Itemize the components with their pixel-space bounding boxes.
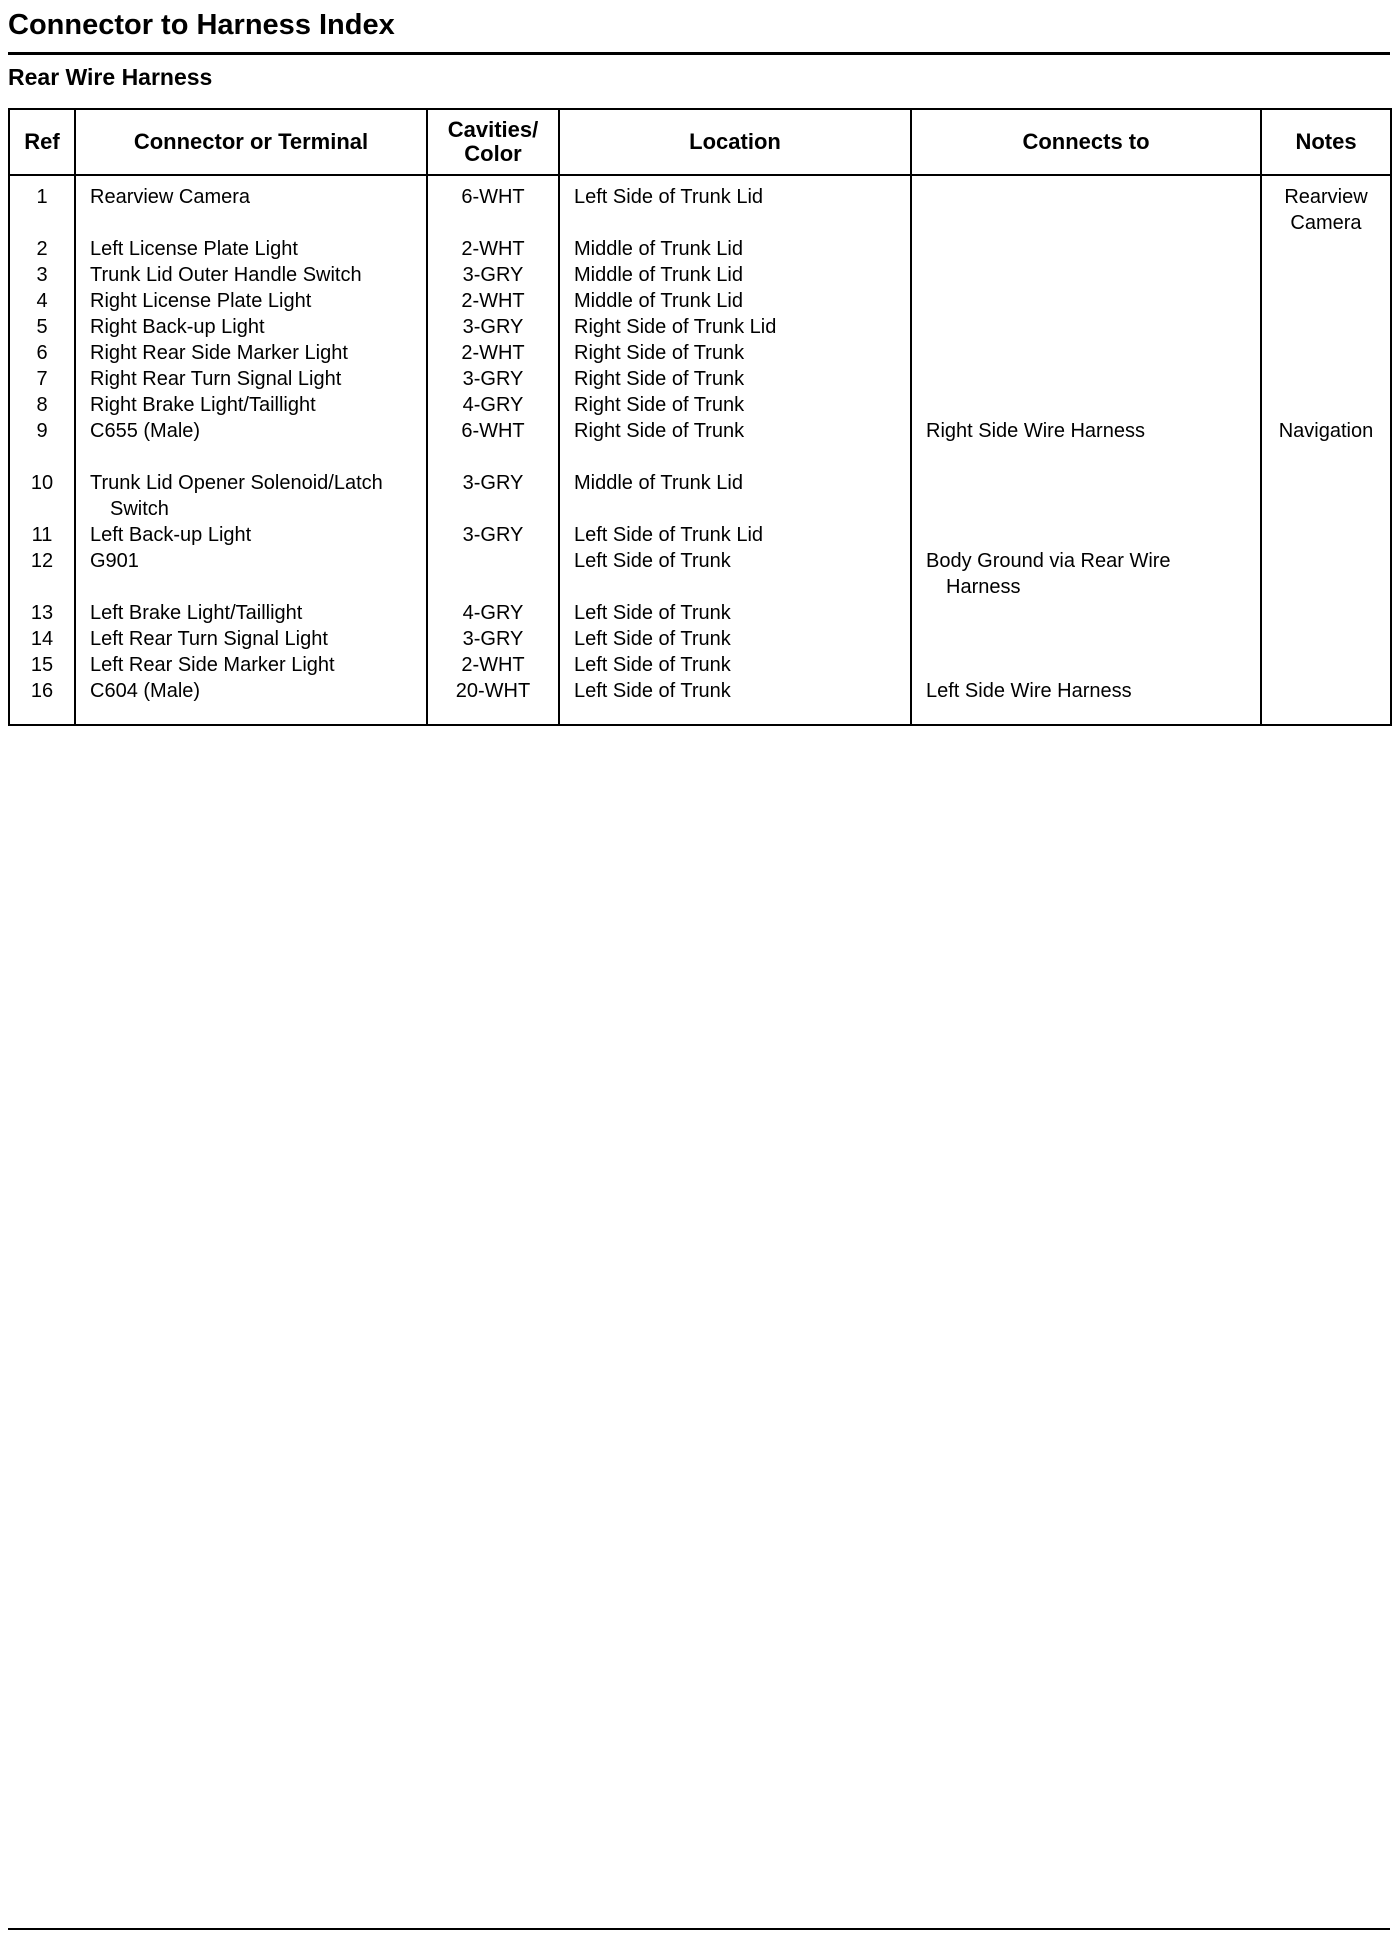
cell-notes — [1261, 314, 1391, 340]
cell-location: Middle of Trunk Lid — [559, 262, 911, 288]
cell-notes — [1261, 262, 1391, 288]
table-row — [9, 288, 1391, 314]
cell-connects-to — [911, 470, 1261, 522]
cell-cavities: 6-WHT — [427, 175, 559, 236]
cell-location: Middle of Trunk Lid — [559, 288, 911, 314]
cell-notes — [1261, 652, 1391, 678]
cell-connector: G901 — [75, 548, 427, 600]
cell-connects-to — [911, 288, 1261, 314]
cell-connector: Rearview Camera — [75, 175, 427, 236]
table-row — [9, 314, 1391, 340]
cell-connector: Left License Plate Light — [75, 236, 427, 262]
cell-connector: Right Rear Side Marker Light — [75, 340, 427, 366]
header-cavities: Cavities/ Color — [427, 109, 559, 175]
cell-connects-to — [911, 522, 1261, 548]
cell-ref: 9 — [9, 418, 75, 470]
table-row — [9, 262, 1391, 288]
cell-connector-text: Trunk Lid Opener Solenoid/Latch Switch — [90, 472, 383, 520]
table-row — [9, 678, 1391, 725]
cell-connects-to: Left Side Wire Harness — [911, 678, 1261, 725]
cell-notes — [1261, 288, 1391, 314]
cell-connector: Right Brake Light/Taillight — [75, 392, 427, 418]
cell-connects-to — [911, 600, 1261, 626]
cell-notes — [1261, 366, 1391, 392]
table-header-row — [9, 109, 1391, 175]
cell-notes — [1261, 678, 1391, 725]
cell-notes: Rearview Camera — [1261, 175, 1391, 236]
cell-notes — [1261, 340, 1391, 366]
cell-location: Right Side of Trunk — [559, 418, 911, 470]
table-row — [9, 626, 1391, 652]
cell-connector: Left Brake Light/Taillight — [75, 600, 427, 626]
cell-connects-to — [911, 175, 1261, 236]
cell-ref: 12 — [9, 548, 75, 600]
cell-cavities: 4-GRY — [427, 392, 559, 418]
cell-ref: 14 — [9, 626, 75, 652]
cell-cavities — [427, 548, 559, 600]
cell-cavities: 6-WHT — [427, 418, 559, 470]
cell-location: Right Side of Trunk — [559, 366, 911, 392]
cell-connector: Right Back-up Light — [75, 314, 427, 340]
cell-location: Left Side of Trunk — [559, 678, 911, 725]
cell-ref: 11 — [9, 522, 75, 548]
cell-connects-to — [911, 340, 1261, 366]
cell-ref: 7 — [9, 366, 75, 392]
cell-connects-to — [911, 548, 1261, 600]
cell-ref: 5 — [9, 314, 75, 340]
header-connector: Connector or Terminal — [75, 109, 427, 175]
table-row — [9, 392, 1391, 418]
cell-connects-to-text: Body Ground via Rear Wire Harness — [926, 550, 1171, 598]
cell-ref: 6 — [9, 340, 75, 366]
cell-cavities: 2-WHT — [427, 288, 559, 314]
table-row — [9, 522, 1391, 548]
cell-cavities: 2-WHT — [427, 236, 559, 262]
footer-divider — [8, 1928, 1390, 1930]
page-title: Connector to Harness Index — [8, 9, 395, 41]
cell-ref: 2 — [9, 236, 75, 262]
cell-cavities: 3-GRY — [427, 470, 559, 522]
table-row — [9, 236, 1391, 262]
cell-connector: C604 (Male) — [75, 678, 427, 725]
cell-notes: Navigation — [1261, 418, 1391, 470]
cell-cavities: 3-GRY — [427, 366, 559, 392]
cell-connects-to — [911, 314, 1261, 340]
cell-location: Middle of Trunk Lid — [559, 236, 911, 262]
cell-connector: C655 (Male) — [75, 418, 427, 470]
cell-connects-to — [911, 366, 1261, 392]
cell-ref: 4 — [9, 288, 75, 314]
title-divider — [8, 52, 1390, 55]
cell-connects-to — [911, 236, 1261, 262]
cell-cavities: 3-GRY — [427, 314, 559, 340]
cell-cavities: 3-GRY — [427, 262, 559, 288]
table-row — [9, 340, 1391, 366]
table-row — [9, 175, 1391, 236]
cell-location: Left Side of Trunk Lid — [559, 522, 911, 548]
cell-location: Right Side of Trunk — [559, 392, 911, 418]
table-row — [9, 600, 1391, 626]
cell-notes — [1261, 522, 1391, 548]
cell-location: Left Side of Trunk — [559, 626, 911, 652]
section-title: Rear Wire Harness — [8, 64, 213, 90]
cell-ref: 10 — [9, 470, 75, 522]
cell-cavities: 20-WHT — [427, 678, 559, 725]
table-row — [9, 366, 1391, 392]
cell-location: Left Side of Trunk Lid — [559, 175, 911, 236]
header-ref: Ref — [9, 109, 75, 175]
cell-cavities: 2-WHT — [427, 340, 559, 366]
cell-connects-to — [911, 392, 1261, 418]
cell-notes — [1261, 392, 1391, 418]
cell-ref: 16 — [9, 678, 75, 725]
cell-connector — [75, 470, 427, 522]
cell-location: Left Side of Trunk — [559, 600, 911, 626]
cell-connects-to: Right Side Wire Harness — [911, 418, 1261, 470]
cell-ref: 8 — [9, 392, 75, 418]
table-row — [9, 470, 1391, 522]
cell-notes — [1261, 236, 1391, 262]
header-location: Location — [559, 109, 911, 175]
cell-cavities: 3-GRY — [427, 522, 559, 548]
table-row — [9, 548, 1391, 600]
cell-notes — [1261, 626, 1391, 652]
cell-ref: 3 — [9, 262, 75, 288]
cell-location: Right Side of Trunk — [559, 340, 911, 366]
cell-cavities: 3-GRY — [427, 626, 559, 652]
cell-connector: Right License Plate Light — [75, 288, 427, 314]
cell-notes — [1261, 470, 1391, 522]
cell-ref: 1 — [9, 175, 75, 236]
cell-connector: Left Rear Turn Signal Light — [75, 626, 427, 652]
cell-notes — [1261, 600, 1391, 626]
cell-notes — [1261, 548, 1391, 600]
header-notes: Notes — [1261, 109, 1391, 175]
table-row — [9, 652, 1391, 678]
table-row — [9, 418, 1391, 470]
cell-ref: 13 — [9, 600, 75, 626]
header-connects-to: Connects to — [911, 109, 1261, 175]
connector-index-table — [8, 108, 1392, 726]
cell-connects-to — [911, 262, 1261, 288]
cell-connects-to — [911, 652, 1261, 678]
cell-connector: Left Back-up Light — [75, 522, 427, 548]
cell-cavities: 4-GRY — [427, 600, 559, 626]
cell-location: Left Side of Trunk — [559, 548, 911, 600]
cell-connector: Trunk Lid Outer Handle Switch — [75, 262, 427, 288]
cell-connects-to — [911, 626, 1261, 652]
cell-connector: Left Rear Side Marker Light — [75, 652, 427, 678]
cell-connector: Right Rear Turn Signal Light — [75, 366, 427, 392]
cell-ref: 15 — [9, 652, 75, 678]
cell-location: Right Side of Trunk Lid — [559, 314, 911, 340]
cell-cavities: 2-WHT — [427, 652, 559, 678]
cell-location: Middle of Trunk Lid — [559, 470, 911, 522]
cell-location: Left Side of Trunk — [559, 652, 911, 678]
